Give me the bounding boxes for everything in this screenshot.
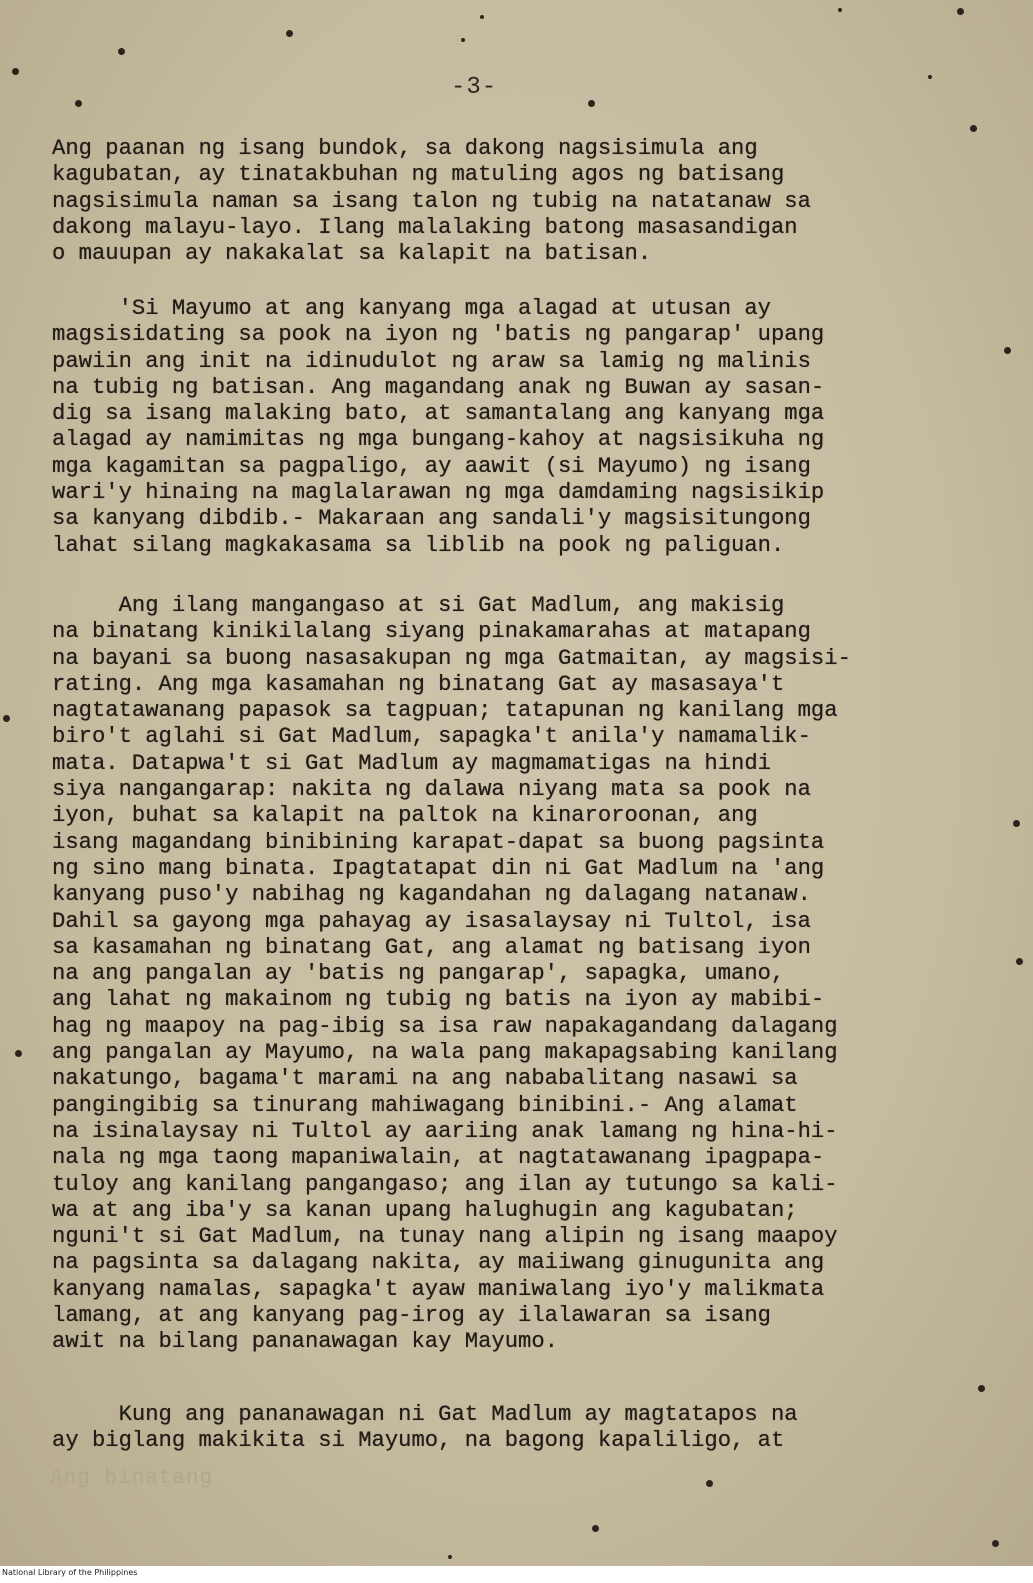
bleed-through-text: Ang binatang	[50, 1467, 214, 1490]
footer-bar	[0, 1566, 1033, 1583]
ink-speck	[1013, 820, 1020, 827]
ink-speck	[588, 100, 595, 107]
ink-speck	[992, 1540, 999, 1547]
ink-speck	[461, 38, 465, 42]
ink-speck	[118, 48, 125, 55]
ink-speck	[75, 100, 82, 107]
ink-speck	[1004, 347, 1011, 354]
ink-speck	[706, 1480, 713, 1487]
ink-speck	[978, 1385, 985, 1392]
ink-speck	[12, 68, 19, 75]
ink-speck	[1016, 958, 1023, 965]
footer-credit: National Library of the Philippines	[2, 1568, 138, 1577]
paragraph: Kung ang pananawagan ni Gat Madlum ay magtatapos na ay biglang makikita si Mayumo, na bagong kapaliligo, at	[52, 1402, 798, 1454]
ink-speck	[838, 8, 842, 12]
ink-speck	[592, 1525, 599, 1532]
paragraph: 'Si Mayumo at ang kanyang mga alagad at utusan ay magsisidating sa pook na iyon ng 'batis ng pangarap' upang pawiin ang init na idinudulot ng araw sa lamig ng malinis na tubig ng batisan. Ang magandang anak ng Buwan ay sasan- dig sa isang malaking bato, at samantalang ang kanyang mga alagad ay namimitas ng mga bungang-kahoy at nagsisikuha ng mga kagamitan sa pagpaligo, ay aawit (si Mayumo) ng isang wari'y hinaing na maglalarawan ng mga damdaming nagsisikip sa kanyang dibdib.- Makaraan ang sandali'y magsisitungong lahat silang magkakasama sa liblib na pook ng paliguan.	[52, 296, 825, 558]
paragraph: Ang ilang mangangaso at si Gat Madlum, ang makisig na binatang kinikilalang siyang pinakamarahas at matapang na bayani sa buong nasasakupan ng mga Gatmaitan, ay magsisi- rating. Ang mga kasamahan ng binatang Gat ay masasaya't nagtatawanang papasok sa tagpuan; tatapunan ng kanilang mga biro't aglahi si Gat Madlum, sapagka't anila'y namamalik- mata. Datapwa't si Gat Madlum ay magmamatigas na hindi siya nangangarap: nakita ng dalawa niyang mata sa pook na iyon, buhat sa kalapit na paltok na kinaroroonan, ang isang magandang binibining karapat-dapat sa buong pagsinta ng sino mang binata. Ipagtatapat din ni Gat Madlum na 'ang kanyang puso'y nabihag ng kagandahan ng dalagang natanaw. Dahil sa gayong mga pahayag ay isasalaysay ni Tultol, isa sa kasamahan ng binatang Gat, ang alamat ng batisang iyon na ang pangalan ay 'batis ng pangarap', sapagka, umano, ang lahat ng makainom ng tubig ng batis na iyon ay mabibi- hag ng maapoy na pag-ibig sa isa raw napakagandang dalagang ang pangalan ay Mayumo, na wala pang makapagsabing kanilang nakatungo, bagama't marami na ang nababalitang nasawi sa pangingibig sa tinurang mahiwagang binibini.- Ang alamat na isinalaysay ni Tultol ay aariing anak lamang ng hina-hi- nala ng mga taong mapaniwalain, at nagtatawanang ipagpapa- tuloy ang kanilang pangangaso; ang ilan ay tutungo sa kali- wa at ang iba'y sa kanan upang halughugin ang kagubatan; nguni't si Gat Madlum, na tunay nang alipin ng isang maapoy na pagsinta sa dalagang nakita, ay maiiwang ginugunita ang kanyang namalas, sapagka't ayaw maniwalang iyo'y malikmata lamang, at ang kanyang pag-irog ay ilalawaran sa isang awit na bilang pananawagan kay Mayumo.	[52, 593, 851, 1355]
ink-speck	[3, 715, 10, 722]
ink-speck	[928, 75, 932, 79]
ink-speck	[957, 8, 964, 15]
ink-speck	[286, 30, 293, 37]
ink-speck	[448, 1555, 452, 1559]
ink-speck	[970, 125, 977, 132]
ink-speck	[480, 15, 484, 19]
paragraph: Ang paanan ng isang bundok, sa dakong nagsisimula ang kagubatan, ay tinatakbuhan ng matuling agos ng batisang nagsisimula naman sa isang talon ng tubig na natatanaw sa dakong malayu-layo. Ilang malalaking batong masasandigan o mauupan ay nakakalat sa kalapit na batisan.	[52, 136, 811, 267]
ink-speck	[15, 1050, 22, 1057]
page-number: -3-	[451, 74, 498, 101]
